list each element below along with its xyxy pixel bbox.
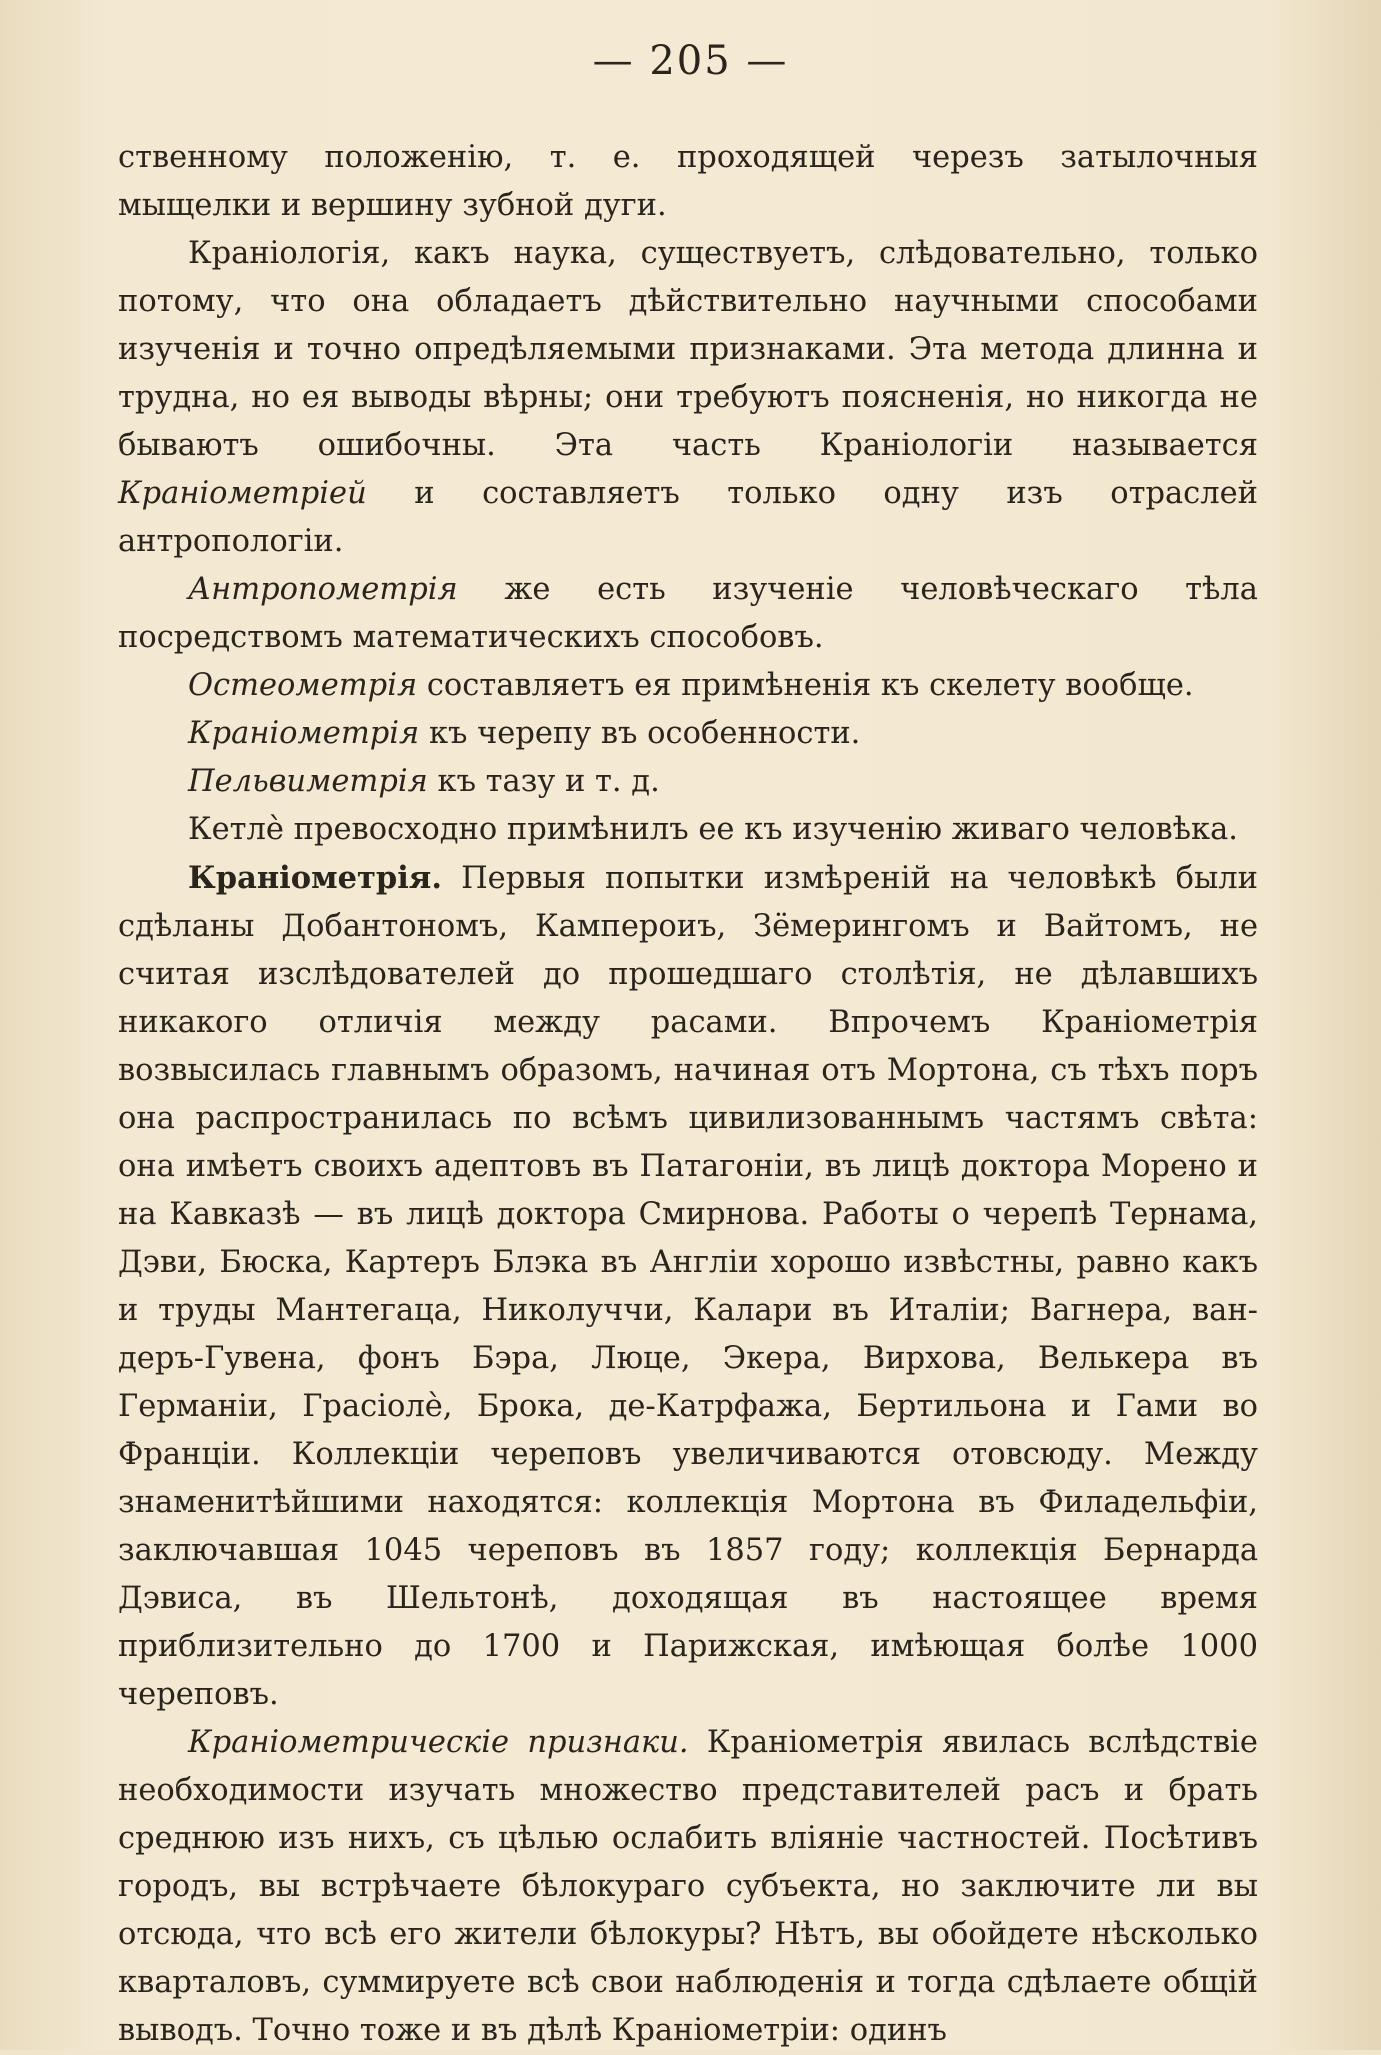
italic-term: Краніометрія bbox=[188, 716, 420, 751]
paragraph bbox=[118, 854, 1258, 1719]
text-run: составляетъ ея примѣненія къ скелету вообще. bbox=[417, 668, 1194, 703]
text-run: Кетлѐ превосходно примѣнилъ ее къ изученію живаго человѣка. bbox=[188, 812, 1238, 847]
paragraph bbox=[118, 1719, 1258, 2055]
paragraph bbox=[118, 806, 1258, 854]
italic-term: Краніометрическіе признаки. bbox=[188, 1725, 689, 1760]
italic-term: Антропометрія bbox=[188, 572, 458, 607]
italic-term: Краніометріей bbox=[118, 476, 367, 511]
paragraph bbox=[118, 230, 1258, 566]
italic-term: Остеометрія bbox=[188, 668, 418, 703]
body-text bbox=[118, 134, 1258, 2055]
text-run: ственному положенію, т. е. проходящей черезъ затылочныя мыщелки и вершину зубной дуги. bbox=[118, 140, 1258, 223]
text-run: къ тазу и т. д. bbox=[427, 764, 660, 799]
paragraph bbox=[118, 134, 1258, 230]
italic-term: Пельвиметрія bbox=[188, 764, 428, 799]
page-number: — 205 — bbox=[592, 38, 789, 84]
paragraph bbox=[118, 566, 1258, 662]
paragraph bbox=[118, 758, 1258, 806]
text-run: Краніометрія явилась вслѣдствіе необходимости изучать множество представителей расъ и брать среднюю изъ нихъ, съ цѣлью ослабить вліяніе частностей. Посѣтивъ городъ, вы встрѣчаете бѣлокураго субъекта, но заключите ли вы отсюда, что всѣ его жители бѣлокуры? Нѣтъ, вы обойдете нѣсколько кварталовъ, суммируете всѣ свои наблюденія и тогда сдѣлаете общій выводъ. Точно тоже и въ дѣлѣ Краніометріи: одинъ bbox=[118, 1725, 1258, 2048]
text-run: Краніологія, какъ наука, существуетъ, слѣдовательно, только потому, что она обладаетъ дѣйствительно научными способами изученія и точно опредѣляемыми признаками. Эта метода длинна и трудна, но ея выводы вѣрны; они требуютъ поясненія, но никогда не бываютъ ошибочны. Эта часть Краніологіи называется bbox=[118, 236, 1258, 463]
text-run: и составляетъ только одну изъ отраслей антропологіи. bbox=[118, 476, 1258, 559]
bold-heading: Краніометрія. bbox=[188, 860, 442, 896]
text-run: къ черепу въ особенности. bbox=[419, 716, 861, 751]
paragraph bbox=[118, 662, 1258, 710]
text-run: Первыя попытки измѣреній на человѣкѣ были сдѣланы Добантономъ, Кампероиъ, Зёмерингомъ и Вайтомъ, не считая изслѣдователей до прошедшаго столѣтія, не дѣлавшихъ никакого отличія между расами. Впрочемъ Краніометрія возвысилась главнымъ образомъ, начиная отъ Мортона, съ тѣхъ поръ она распространилась по всѣмъ цивилизованнымъ частямъ свѣта: она имѣетъ своихъ адептовъ въ Патагоніи, въ лицѣ доктора Морено и на Кавказѣ — въ лицѣ доктора Смирнова. Работы о черепѣ Тернама, Дэви, Бюска, Картеръ Блэка въ Англіи хорошо извѣстны, равно какъ и труды Мантегаца, Николуччи, Калари въ Италіи; Вагнера, ван-деръ-Гувена, фонъ Бэра, Люце, Экера, Вирхова, Велькера въ Германіи, Грасіолѐ, Брока, де-Катрфажа, Бертильона и Гами во Франціи. Коллекціи череповъ увеличиваются отовсюду. Между знаменитѣйшими находятся: коллекція Мортона въ Филадельфіи, заключавшая 1045 череповъ въ 1857 году; коллекція Бернарда Дэвиса, въ Шельтонѣ, доходящая въ настоящее время приблизительно до 1700 и Парижская, имѣющая болѣе 1000 череповъ. bbox=[118, 861, 1258, 1712]
text-run: же есть изученіе человѣческаго тѣла посредствомъ математическихъ способовъ. bbox=[118, 572, 1258, 655]
paragraph bbox=[118, 710, 1258, 758]
